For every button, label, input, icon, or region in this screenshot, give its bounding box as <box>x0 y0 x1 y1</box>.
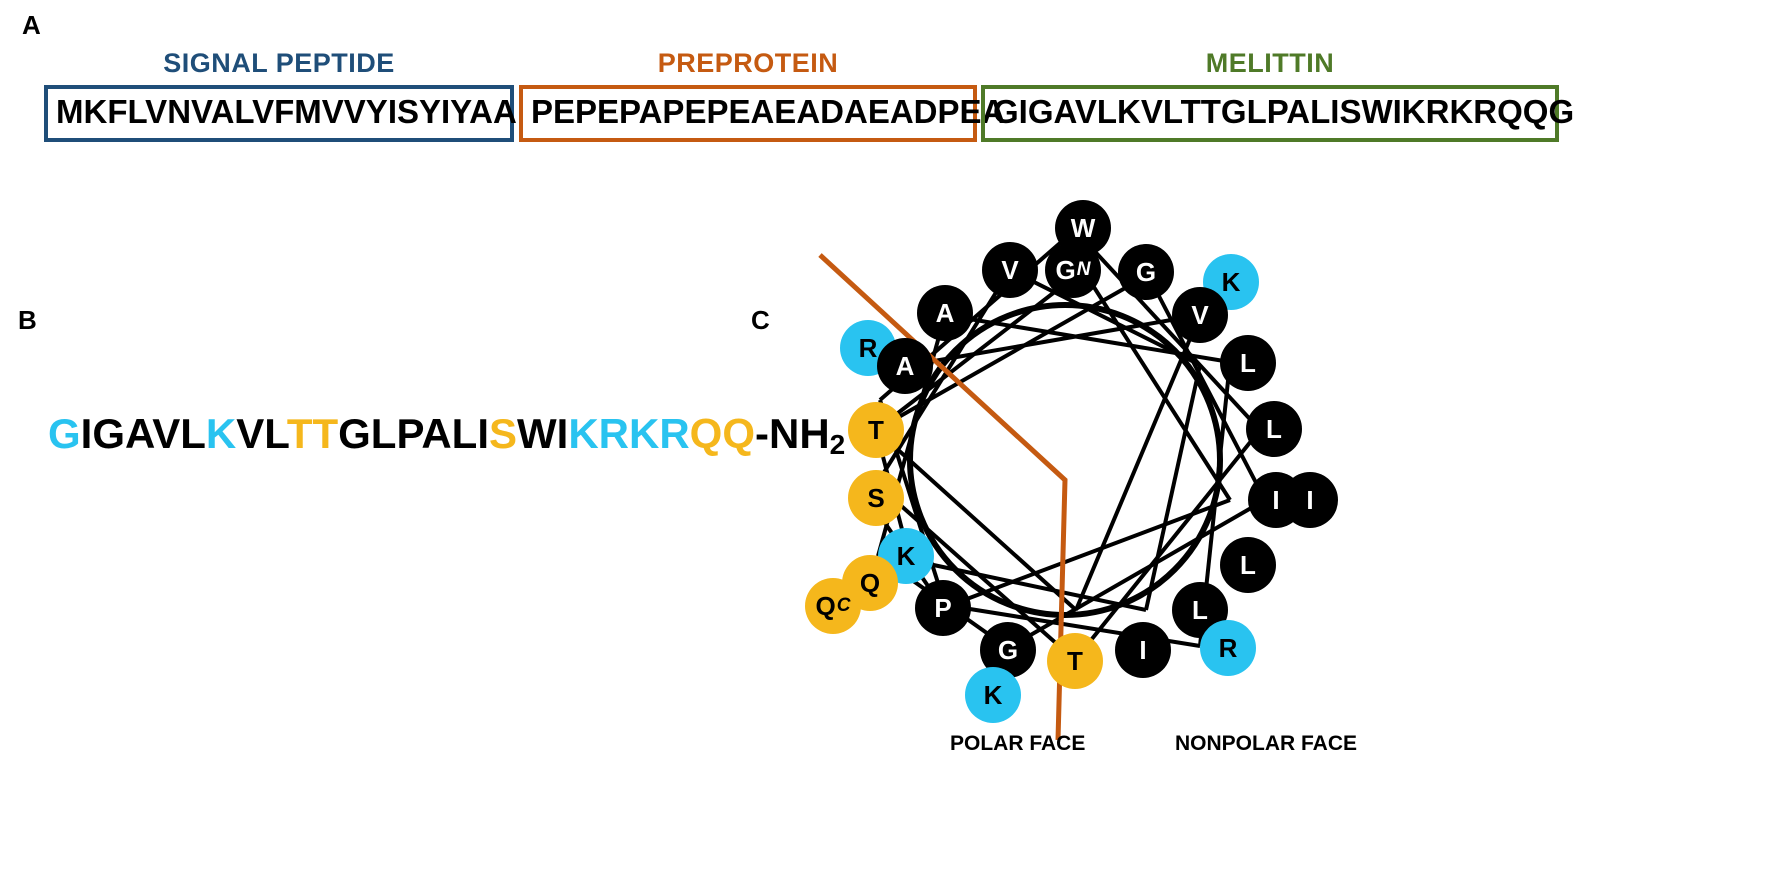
melittin-title: MELITTIN <box>1205 48 1335 78</box>
residue-label: K <box>983 679 1003 710</box>
residue-label: V <box>1001 254 1019 285</box>
helical-wheel-diagram <box>760 180 1400 780</box>
signal-peptide-block <box>44 48 517 142</box>
residue-g-3 <box>1118 244 1174 300</box>
preprotein-title: PREPROTEIN <box>657 48 839 78</box>
residue-label: R <box>1218 632 1238 663</box>
residue-label: L <box>1266 413 1282 444</box>
melittin-block <box>981 48 1575 142</box>
residue-label: I <box>1306 484 1314 515</box>
residue-l-16 <box>1220 537 1276 593</box>
sequence-segment-2: K <box>205 410 237 457</box>
sequence-segment-9: QQ <box>689 410 756 457</box>
residue-a-5 <box>917 285 973 341</box>
signal-peptide-sequence: MKFLVNVALVFMVVYISYIYAA <box>44 85 514 142</box>
residue-r-21 <box>1200 620 1256 676</box>
preprotein-block <box>519 48 1006 142</box>
sequence-segment-1: IGAVL <box>80 410 206 457</box>
sequence-segment-6: S <box>489 410 518 457</box>
signal-peptide-title: SIGNAL PEPTIDE <box>163 48 395 78</box>
residue-label: K <box>1221 266 1241 297</box>
residue-p-19 <box>915 580 971 636</box>
residue-v-6 <box>1172 287 1228 343</box>
panel-b-label: B <box>18 305 37 335</box>
polar-face-label: POLAR FACE <box>950 732 1086 755</box>
residue-label: S <box>867 482 885 513</box>
nonpolar-face-label: NONPOLAR FACE <box>1175 732 1358 755</box>
residue-g-1 <box>1045 242 1101 298</box>
residue-label: I <box>1139 634 1147 665</box>
residue-l-11 <box>1246 401 1302 457</box>
residue-k-25 <box>965 667 1021 723</box>
residue-label: Q <box>815 590 836 621</box>
residue-label: L <box>1240 549 1256 580</box>
residue-label: G <box>1055 254 1076 285</box>
residue-label: V <box>1191 299 1209 330</box>
sequence-segment-7: WI <box>517 410 569 457</box>
residue-t-10 <box>848 402 904 458</box>
residue-a-8 <box>877 338 933 394</box>
peptide-sequence-colored <box>48 410 845 461</box>
sequence-segment-5: GLPALI <box>338 410 490 457</box>
residue-label: R <box>858 332 878 363</box>
residue-s-12 <box>848 470 904 526</box>
residue-terminus: C <box>836 595 851 616</box>
residue-label: I <box>1272 484 1280 515</box>
residue-label: T <box>1067 645 1083 676</box>
residue-label: K <box>896 540 916 571</box>
panel-c-label: C <box>751 305 770 335</box>
residue-l-9 <box>1220 335 1276 391</box>
panel-a-label: A <box>22 10 41 40</box>
residue-label: P <box>934 592 952 623</box>
residue-v-2 <box>982 242 1038 298</box>
preprotein-sequence: PEPEPAPEPEAEADAEADPEA <box>519 85 977 142</box>
melittin-sequence: GIGAVLKVLTTGLPALISWIKRKRQQG <box>981 85 1559 142</box>
sequence-subscript: 2 <box>829 429 846 460</box>
sequence-segment-10: -NH <box>755 410 830 457</box>
residue-i-14 <box>1282 472 1338 528</box>
residue-label: A <box>895 350 915 381</box>
sequence-segment-3: VL <box>236 410 287 457</box>
residue-label: G <box>997 634 1019 665</box>
residue-label: L <box>1192 594 1208 625</box>
sequence-segment-8: KRKR <box>568 410 690 457</box>
residue-label: A <box>935 297 955 328</box>
residue-label: Q <box>859 567 881 598</box>
residue-q-18 <box>805 578 861 634</box>
residue-label: W <box>1070 212 1096 243</box>
residue-i-23 <box>1115 622 1171 678</box>
residue-t-24 <box>1047 633 1103 689</box>
sequence-segment-0: G <box>48 410 81 457</box>
residue-label: L <box>1240 347 1256 378</box>
residue-terminus: N <box>1076 259 1091 280</box>
sequence-segment-4: TT <box>286 410 339 457</box>
residue-label: G <box>1135 256 1157 287</box>
residue-label: T <box>868 414 884 445</box>
